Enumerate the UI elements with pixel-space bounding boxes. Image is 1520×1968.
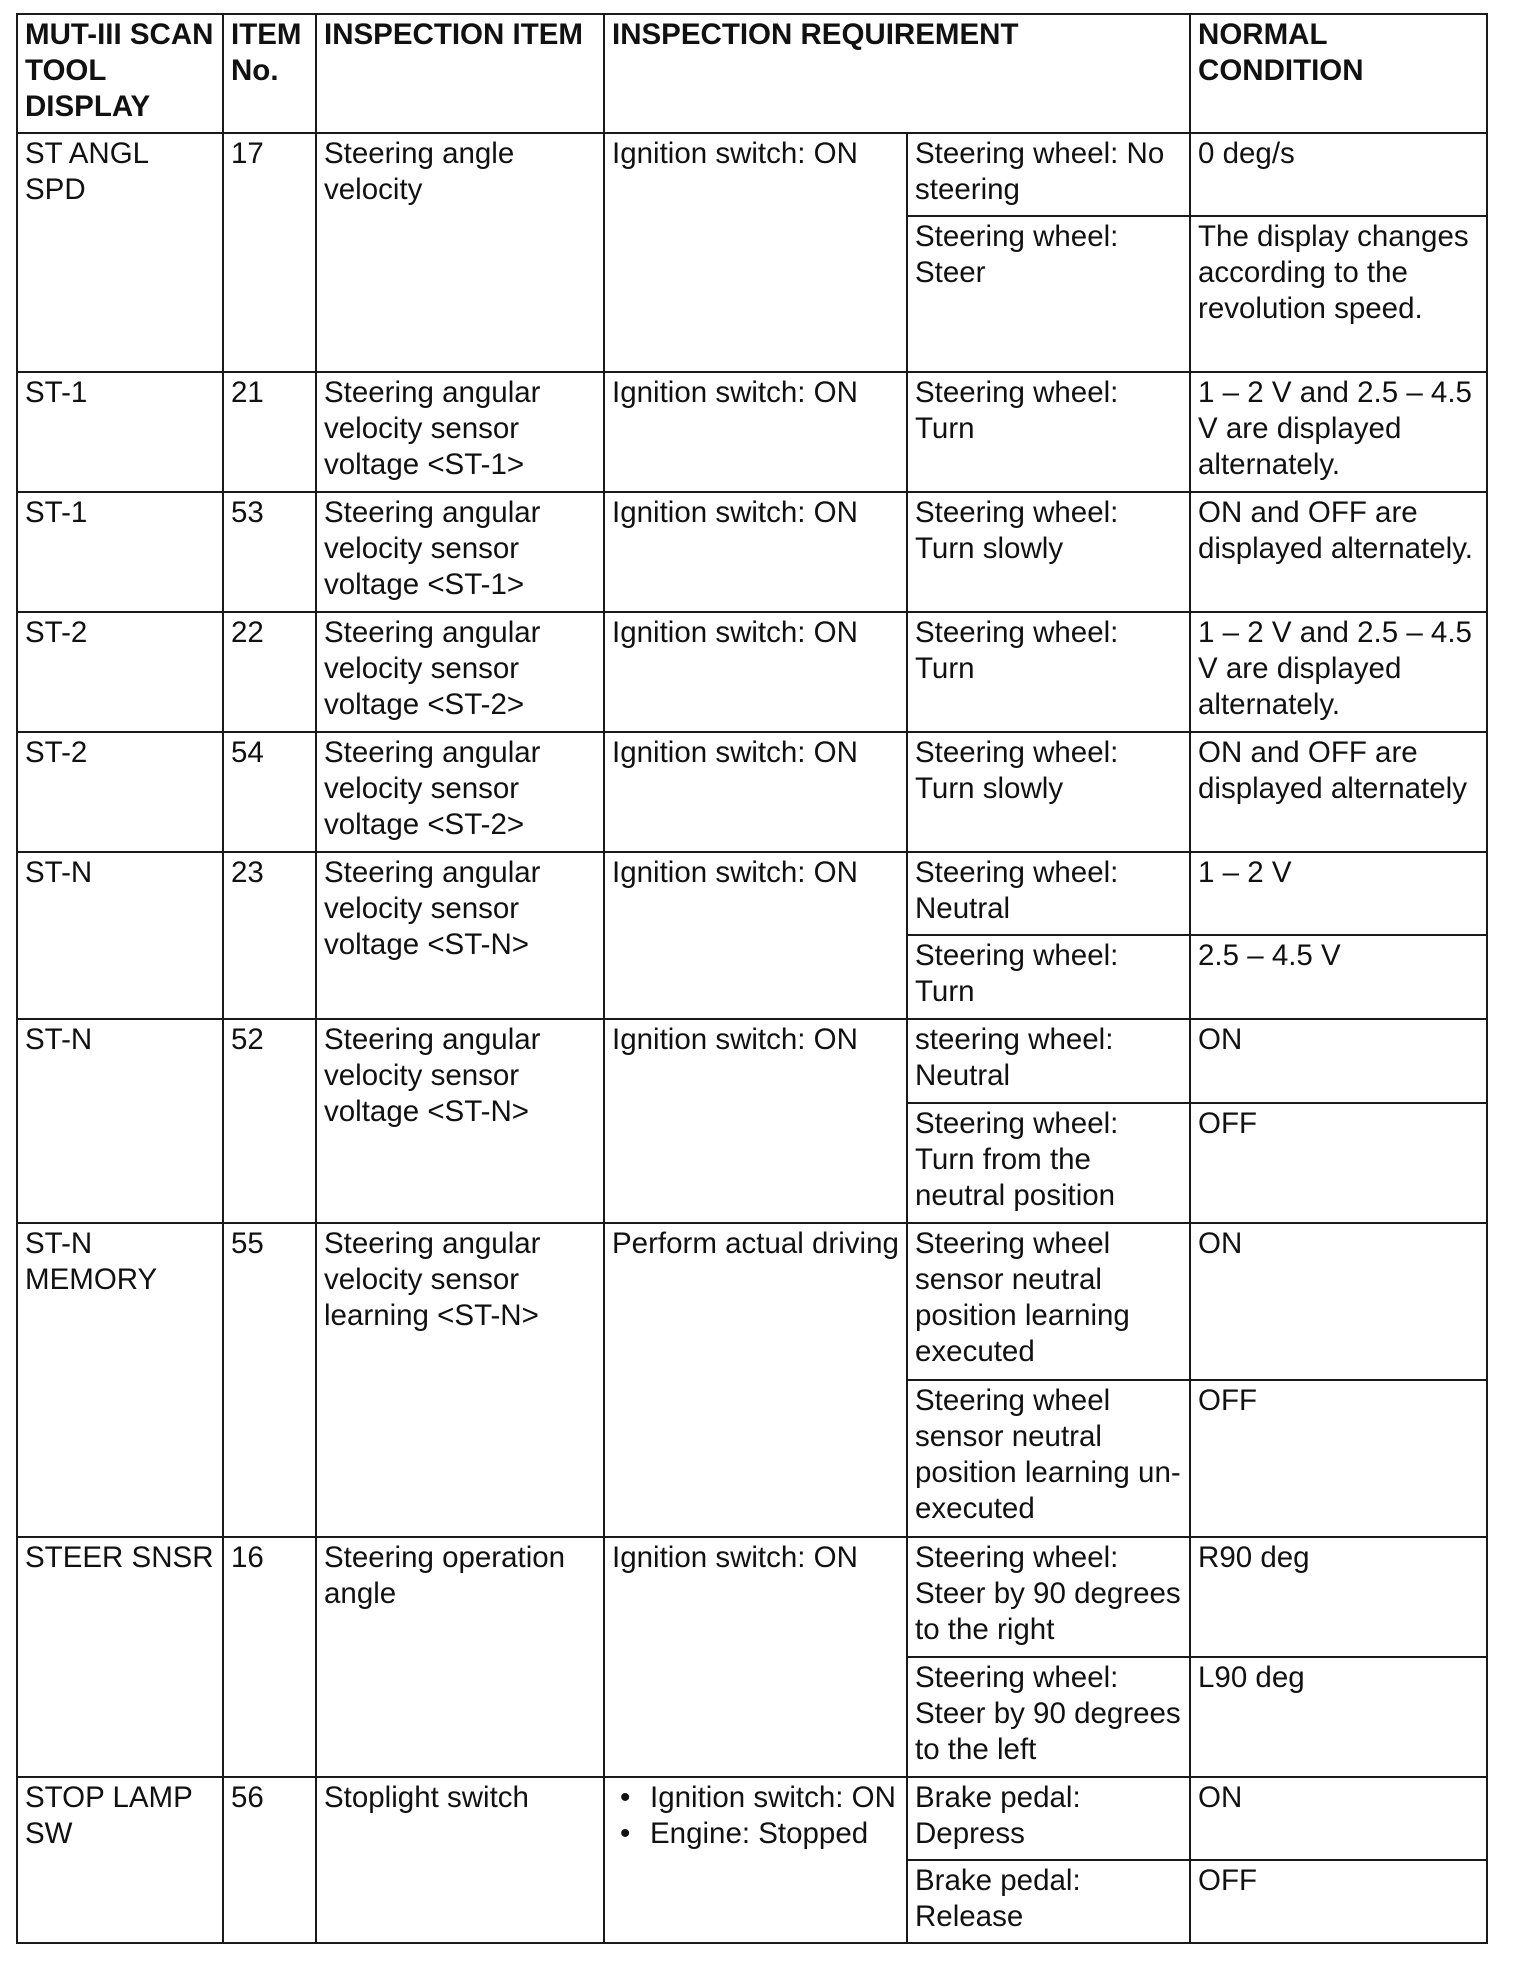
cell-normal: ON bbox=[1190, 1019, 1487, 1103]
table-row bbox=[17, 732, 1487, 852]
cell-item-no: 17 bbox=[223, 133, 316, 372]
cell-condition: Steering wheel: Steer by 90 degrees to the right bbox=[907, 1537, 1190, 1657]
cell-normal: R90 deg bbox=[1190, 1537, 1487, 1657]
cell-normal: ON and OFF are displayed alternately. bbox=[1190, 492, 1487, 612]
table-row bbox=[17, 1019, 1487, 1103]
cell-normal: L90 deg bbox=[1190, 1657, 1487, 1777]
requirement-bullet-item: • Engine: Stopped bbox=[650, 1816, 900, 1852]
cell-requirement: Ignition switch: ON bbox=[604, 612, 907, 732]
cell-display: ST ANGL SPD bbox=[17, 133, 223, 372]
cell-display: STEER SNSR bbox=[17, 1537, 223, 1777]
cell-display: ST-N bbox=[17, 1019, 223, 1223]
cell-display: ST-2 bbox=[17, 612, 223, 732]
cell-normal: 0 deg/s bbox=[1190, 133, 1487, 216]
cell-display: ST-2 bbox=[17, 732, 223, 852]
cell-item-no: 16 bbox=[223, 1537, 316, 1777]
header-item-no: ITEM No. bbox=[223, 14, 316, 133]
cell-normal: 1 – 2 V and 2.5 – 4.5 V are displayed alternately. bbox=[1190, 612, 1487, 732]
header-normal-condition: NORMAL CONDITION bbox=[1190, 14, 1487, 133]
cell-normal: OFF bbox=[1190, 1380, 1487, 1537]
cell-normal: 1 – 2 V and 2.5 – 4.5 V are displayed alternately. bbox=[1190, 372, 1487, 492]
cell-condition: Steering wheel: Turn bbox=[907, 372, 1190, 492]
requirement-bullet-item: • Ignition switch: ON bbox=[650, 1780, 900, 1816]
cell-condition: Steering wheel: Turn slowly bbox=[907, 492, 1190, 612]
cell-condition: Steering wheel: Steer by 90 degrees to the left bbox=[907, 1657, 1190, 1777]
cell-condition: Brake pedal: Depress bbox=[907, 1777, 1190, 1860]
cell-item-no: 56 bbox=[223, 1777, 316, 1943]
cell-normal: OFF bbox=[1190, 1860, 1487, 1943]
cell-display: ST-N bbox=[17, 852, 223, 1019]
table-row bbox=[17, 133, 1487, 216]
cell-inspection-item: Steering operation angle bbox=[316, 1537, 604, 1777]
cell-normal: 2.5 – 4.5 V bbox=[1190, 935, 1487, 1019]
cell-requirement bbox=[604, 1777, 907, 1943]
cell-normal: The display changes according to the revolution speed. bbox=[1190, 216, 1487, 372]
cell-condition: steering wheel: Neutral bbox=[907, 1019, 1190, 1103]
cell-requirement: Ignition switch: ON bbox=[604, 492, 907, 612]
header-inspection-requirement: INSPECTION REQUIREMENT bbox=[604, 14, 1190, 133]
cell-requirement: Ignition switch: ON bbox=[604, 732, 907, 852]
cell-inspection-item: Steering angular velocity sensor voltage <ST-1> bbox=[316, 492, 604, 612]
table-row bbox=[17, 1777, 1487, 1860]
cell-inspection-item: Stoplight switch bbox=[316, 1777, 604, 1943]
header-inspection-item: INSPECTION ITEM bbox=[316, 14, 604, 133]
cell-inspection-item: Steering angular velocity sensor voltage <ST-2> bbox=[316, 612, 604, 732]
document-page bbox=[16, 13, 1486, 1944]
cell-normal: ON bbox=[1190, 1223, 1487, 1380]
cell-condition: Brake pedal: Release bbox=[907, 1860, 1190, 1943]
cell-display: ST-1 bbox=[17, 492, 223, 612]
cell-condition: Steering wheel: Turn bbox=[907, 612, 1190, 732]
cell-condition: Steering wheel sensor neutral position learning un-executed bbox=[907, 1380, 1190, 1537]
table-row bbox=[17, 492, 1487, 612]
cell-condition: Steering wheel sensor neutral position learning executed bbox=[907, 1223, 1190, 1380]
cell-display: STOP LAMP SW bbox=[17, 1777, 223, 1943]
cell-condition: Steering wheel: Steer bbox=[907, 216, 1190, 372]
cell-item-no: 52 bbox=[223, 1019, 316, 1223]
table-row bbox=[17, 612, 1487, 732]
cell-condition: Steering wheel: Turn bbox=[907, 935, 1190, 1019]
cell-item-no: 55 bbox=[223, 1223, 316, 1537]
header-row bbox=[17, 14, 1487, 133]
cell-condition: Steering wheel: Neutral bbox=[907, 852, 1190, 935]
cell-requirement: Ignition switch: ON bbox=[604, 1537, 907, 1777]
cell-inspection-item: Steering angular velocity sensor voltage <ST-2> bbox=[316, 732, 604, 852]
cell-item-no: 53 bbox=[223, 492, 316, 612]
cell-normal: ON and OFF are displayed alternately bbox=[1190, 732, 1487, 852]
cell-normal: ON bbox=[1190, 1777, 1487, 1860]
cell-condition: Steering wheel: Turn slowly bbox=[907, 732, 1190, 852]
cell-item-no: 23 bbox=[223, 852, 316, 1019]
cell-condition: Steering wheel: No steering bbox=[907, 133, 1190, 216]
cell-normal: 1 – 2 V bbox=[1190, 852, 1487, 935]
cell-display: ST-N MEMORY bbox=[17, 1223, 223, 1537]
cell-requirement: Ignition switch: ON bbox=[604, 133, 907, 372]
cell-inspection-item: Steering angular velocity sensor voltage <ST-N> bbox=[316, 1019, 604, 1223]
cell-inspection-item: Steering angular velocity sensor voltage <ST-1> bbox=[316, 372, 604, 492]
requirement-bullet-list bbox=[612, 1780, 900, 1852]
cell-requirement: Ignition switch: ON bbox=[604, 1019, 907, 1223]
table-row bbox=[17, 852, 1487, 935]
cell-requirement: Perform actual driving bbox=[604, 1223, 907, 1537]
cell-requirement: Ignition switch: ON bbox=[604, 852, 907, 1019]
cell-inspection-item: Steering angular velocity sensor voltage <ST-N> bbox=[316, 852, 604, 1019]
cell-display: ST-1 bbox=[17, 372, 223, 492]
cell-requirement: Ignition switch: ON bbox=[604, 372, 907, 492]
cell-item-no: 54 bbox=[223, 732, 316, 852]
cell-item-no: 21 bbox=[223, 372, 316, 492]
cell-normal: OFF bbox=[1190, 1103, 1487, 1223]
table-row bbox=[17, 1223, 1487, 1380]
inspection-table bbox=[16, 13, 1488, 1944]
cell-condition: Steering wheel: Turn from the neutral position bbox=[907, 1103, 1190, 1223]
header-display: MUT-III SCAN TOOL DISPLAY bbox=[17, 14, 223, 133]
cell-inspection-item: Steering angular velocity sensor learning <ST-N> bbox=[316, 1223, 604, 1537]
table-row bbox=[17, 372, 1487, 492]
table-row bbox=[17, 1537, 1487, 1657]
cell-item-no: 22 bbox=[223, 612, 316, 732]
cell-inspection-item: Steering angle velocity bbox=[316, 133, 604, 372]
